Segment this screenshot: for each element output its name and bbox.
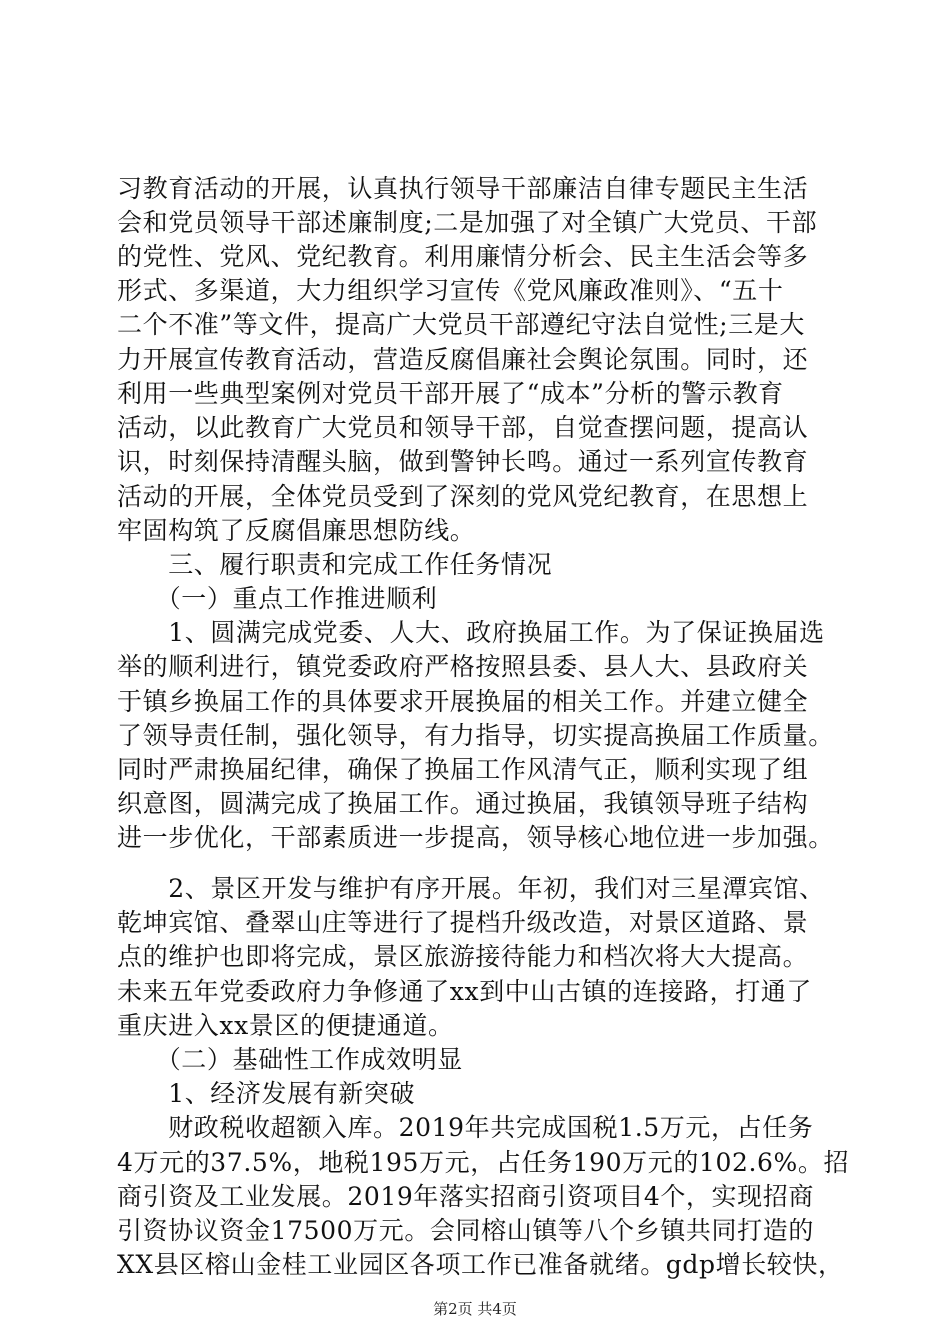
text-line: 二个不准”等文件，提高广大党员干部遵纪守法自觉性;三是大	[117, 310, 806, 339]
text-line: 同时严肃换届纪律，确保了换届工作风清气正，顺利实现了组	[117, 755, 809, 784]
text-line: （二）基础性工作成效明显	[117, 1045, 463, 1074]
page-footer: 第2页 共4页	[433, 1300, 517, 1318]
text-line: （一）重点工作推进顺利	[117, 584, 438, 613]
text-line: 引资协议资金17500万元。会同榕山镇等八个乡镇共同打造的	[117, 1216, 814, 1245]
text-line: 点的维护也即将完成，景区旅游接待能力和档次将大大提高。	[117, 942, 809, 971]
text-line: 习教育活动的开展，认真执行领导干部廉洁自律专题民主生活	[117, 174, 809, 203]
text-line: 三、履行职责和完成工作任务情况	[117, 550, 553, 579]
text-line: 织意图，圆满完成了换届工作。通过换届，我镇领导班子结构	[117, 789, 809, 818]
text-line: 进一步优化，干部素质进一步提高，领导核心地位进一步加强。	[117, 823, 834, 852]
text-line: 1、经济发展有新突破	[117, 1079, 416, 1108]
text-line: 未来五年党委政府力争修通了xx到中山古镇的连接路，打通了	[117, 977, 813, 1006]
text-line: XX县区榕山金桂工业园区各项工作已准备就绪。gdp增长较快，	[117, 1250, 844, 1279]
text-line: 财政税收超额入库。2019年共完成国税1.5万元，占任务	[117, 1113, 814, 1142]
text-line: 牢固构筑了反腐倡廉思想防线。	[117, 516, 476, 545]
text-line: 的党性、党风、党纪教育。利用廉情分析会、民主生活会等多	[117, 242, 809, 271]
text-line: 活动，以此教育广大党员和领导干部，自觉查摆问题，提高认	[117, 413, 809, 442]
text-line: 于镇乡换届工作的具体要求开展换届的相关工作。并建立健全	[117, 687, 809, 716]
text-line: 力开展宣传教育活动，营造反腐倡廉社会舆论氛围。同时，还	[117, 345, 809, 374]
text-line: 乾坤宾馆、叠翠山庄等进行了提档升级改造，对景区道路、景	[117, 908, 809, 937]
text-line: 了领导责任制，强化领导，有力指导，切实提高换届工作质量。	[117, 721, 834, 750]
text-line: 4万元的37.5%，地税195万元，占任务190万元的102.6%。招	[117, 1148, 850, 1177]
text-line: 1、圆满完成党委、人大、政府换届工作。为了保证换届选	[117, 618, 825, 647]
text-line: 重庆进入xx景区的便捷通道。	[117, 1011, 454, 1040]
text-line: 2、景区开发与维护有序开展。年初，我们对三星潭宾馆、	[117, 874, 825, 903]
text-line: 识，时刻保持清醒头脑，做到警钟长鸣。通过一系列宣传教育	[117, 447, 809, 476]
text-line: 形式、多渠道，大力组织学习宣传《党风廉政准则》、“五十	[117, 276, 784, 305]
text-line: 举的顺利进行，镇党委政府严格按照县委、县人大、县政府关	[117, 652, 809, 681]
text-line: 商引资及工业发展。2019年落实招商引资项目4个，实现招商	[117, 1182, 814, 1211]
text-line: 会和党员领导干部述廉制度;二是加强了对全镇广大党员、干部	[117, 208, 818, 237]
text-line: 利用一些典型案例对党员干部开展了“成本”分析的警示教育	[117, 379, 784, 408]
text-line: 活动的开展，全体党员受到了深刻的党风党纪教育，在思想上	[117, 482, 809, 511]
